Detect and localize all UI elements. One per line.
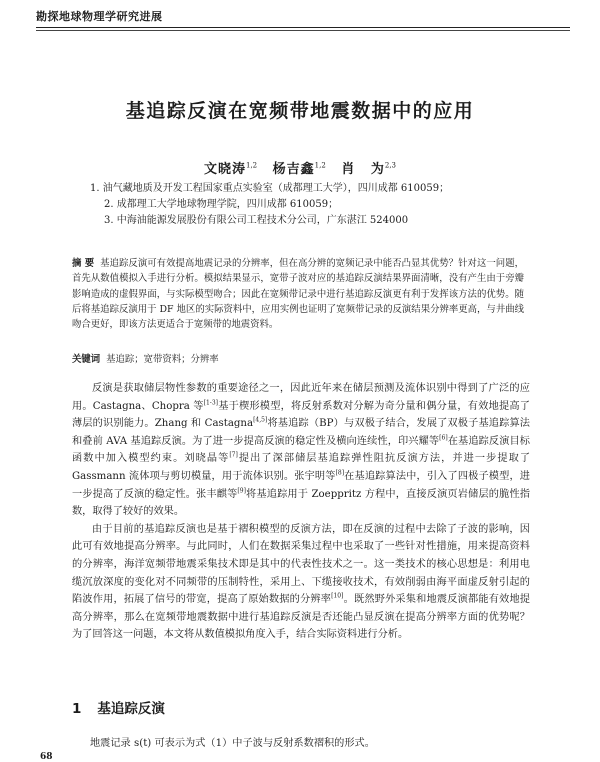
citation: [9] <box>237 487 246 495</box>
author-list <box>0 158 600 177</box>
author-name: 肖 为 <box>341 162 385 177</box>
paragraph <box>72 521 530 644</box>
page-number: 68 <box>40 752 53 762</box>
text-run: 在基追踪反演目标函数中加入模型约束。刘晓晶等 <box>72 435 530 465</box>
paper-title: 基追踪反演在宽频带地震数据中的应用 <box>125 100 475 122</box>
section-heading <box>72 697 181 717</box>
abstract <box>72 256 524 332</box>
section-title: 基追踪反演 <box>97 701 165 717</box>
citation: [1-3] <box>203 399 218 407</box>
citation: [8] <box>335 469 345 477</box>
paragraph <box>72 380 530 521</box>
body-last-line: 地震记录 s(t) 可表示为式（1）中子波与反射系数褶积的形式。 <box>90 738 375 749</box>
author-affil-mark: 1,2 <box>245 161 258 170</box>
author-name: 文晓涛 <box>203 162 246 177</box>
abstract-label: 摘 要 <box>72 258 95 269</box>
header-rule-thin <box>36 30 570 31</box>
text-run: 将基追踪（BP）与双极子结合，发展了双极子基追踪算法和叠前 AVA 基追踪反演。为了进一步提高反演的稳定性及横向连续性，印兴耀等 <box>72 418 530 447</box>
citation: [10] <box>331 592 344 600</box>
text-run: 基于楔形模型，将反射系数对分解为奇分量和偶分量，有效地提高了薄层的识别能力。Zhang 和 Castagna <box>72 400 530 430</box>
header-rule <box>36 27 570 28</box>
abstract-text: 基追踪反演可有效提高地震记录的分辨率，但在高分辨的宽频记录中能否凸显其优势？针对这一问题，首先从数值模拟入手进行分析。模拟结果显示，宽带子波对应的基追踪反演结果界面清晰，没有产生由于旁瓣影响造成的虚假界面，与实际模型吻合；因此在宽频带记录中进行基追踪反演更有利于发挥该方法的优势。随后将基追踪反演用于 DF 地区的实际资料中，应用实例也证明了宽频带记录的反演结果分辨率更高，与井曲线吻合更好，即该方法更适合于宽频带的地震资料。 <box>72 258 524 331</box>
affiliation-3: 3. 中海油能源发展股份有限公司工程技术分公司，广东湛江 524000 <box>104 215 409 226</box>
affiliation-1: 1. 油气藏地质及开发工程国家重点实验室（成都理工大学），四川成都 610059； <box>90 183 450 194</box>
text-run: 将基追踪用于 Zoeppritz 方程中，直接反演页岩储层的脆性指数，取得了较好的效果。 <box>72 488 530 518</box>
text-run: 提出了深部储层基追踪弹性阻抗反演方法，并进一步提取了 Gassmann 流体项与剪切模量，用于流体识别。张宇明等 <box>72 453 531 482</box>
keywords <box>72 352 524 367</box>
text-run: 在基追踪算法中，引入了四极子模型，进一步提高了反演的稳定性。张丰麒等 <box>72 470 530 500</box>
keywords-text: 基追踪；宽带资料；分辨率 <box>106 354 219 365</box>
citation: [7] <box>229 451 238 459</box>
text-run: 。既然野外采集和地震反演都能有效地提高分辨率，那么在宽频带地震数据中进行基追踪反演是否还能凸显反演在提高分辨率方面的优势呢？为了回答这一问题，本文将从数值模拟角度入手，结合实际资料进行分析。 <box>72 594 530 641</box>
author-name: 杨吉鑫 <box>272 162 315 177</box>
affiliation-2: 2. 成都理工大学地球物理学院，四川成都 610059； <box>104 199 339 210</box>
section-number: 1 <box>72 701 82 717</box>
citation: [6] <box>439 434 448 442</box>
text-run: 反演是获取储层物性参数的重要途径之一，因此近年来在储层预测及流体识别中得到了广泛的应用。Castagna、Chopra 等 <box>72 383 530 412</box>
text-run: 由于目前的基追踪反演也是基于褶积模型的反演方法，即在反演的过程中去除了子波的影响，因此可有效地提高分辨率。与此同时，人们在数据采集过程中也采取了一些针对性措施，用来提高资料的分辨率，海洋宽频带地震采集技术即是其中的代表性技术之一。这一类技术的核心思想是：利用电缆沉放深度的变化对不同频带的压制特性，采用上、下缆接收技术，有效削弱由海平面虚反射引起的陷波作用，拓展了信号的带宽，提高了原始数据的分辨率 <box>72 523 530 606</box>
author-affil-mark: 2,3 <box>384 161 397 170</box>
keywords-label: 关键词 <box>72 354 101 365</box>
citation: [4,5] <box>253 416 268 424</box>
author-affil-mark: 1,2 <box>314 161 326 170</box>
body-text <box>72 380 530 644</box>
journal-header: 勘探地球物理学研究进展 <box>36 10 163 23</box>
